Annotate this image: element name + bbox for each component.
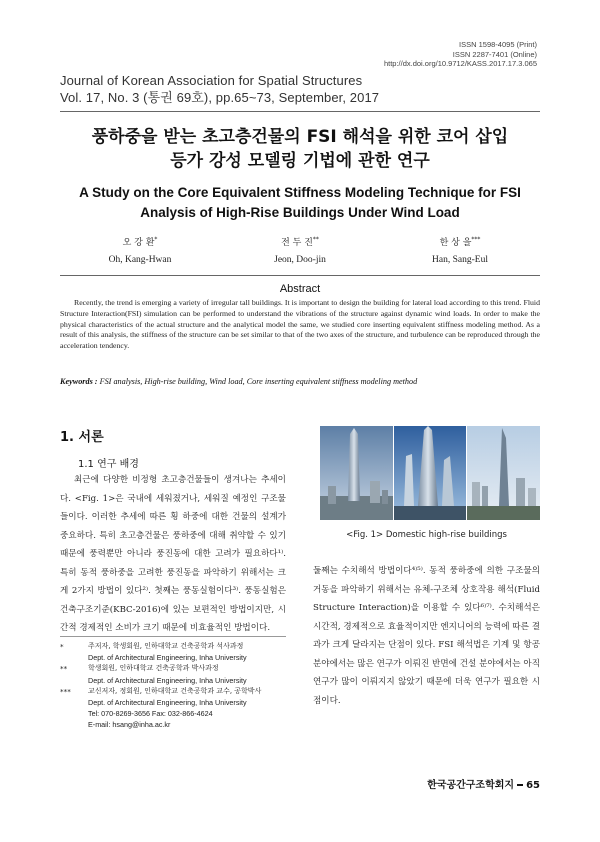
- english-title-line-1: A Study on the Core Equivalent Stiffness Modeling Technique for FSI: [79, 185, 521, 200]
- author-footnotes: [60, 641, 286, 731]
- body-paragraph-left: 최근에 다양한 비정형 초고층건물들이 생겨나는 추세이다. <Fig. 1>은 국내에 세워졌거나, 세워질 예정인 구조물들이다. 이러한 추세에 따른 횡 하중에 대한 건물의 설계가 중요하다. 특히 초고층건물은 풍하중에 대해 취약할 수 있기 때문에 풍력뿐만 아니라 풍진동에 대한 고려가 필요하다¹⁾. 특히 동적 풍하중을 고려한 풍진동을 파악하기 위해서는 크게 2가지 방법이 있다²⁾. 첫째는 풍동실험이다³⁾. 풍동실험은 건축구조기준(KBC-2016)에 있는 보편적인 방법이지만, 시간적 경제적인 소비가 크기 때문에 비효율적인 방법이다.: [60, 475, 286, 633]
- body-paragraph-right: 둘째는 수치해석 방법이다⁴⁾⁵⁾. 동적 풍하중에 의한 구조물의 거동을 파악하기 위해서는 유체-구조체 상호작용 해석(Fluid Structure Interaction)을 이용할 수 있다⁶⁾⁷⁾. 수치해석은 시간적, 경제적으로 효율적이지만 엔지니어의 능력에 따른 결과가 크게 달라지는 단점이 있다. FSI 해석법은 기계 및 항공 분야에서는 많은 연구가 이뤄진 반면에 건설 분야에서는 아직 연구가 많이 이뤄지지 않았기 때문에 더욱 연구가 필요한 시점이다.: [313, 566, 540, 706]
- contact-tel-fax: Tel: 070-8269-3656 Fax: 032-866-4624: [88, 709, 213, 719]
- korean-title: [60, 125, 540, 173]
- footnote-divider: [60, 636, 286, 637]
- footnote-3: [60, 686, 286, 708]
- journal-info: [60, 72, 379, 106]
- keywords-label: Keywords :: [60, 377, 98, 386]
- author-2-english-name: Jeon, Doo-jin: [274, 255, 326, 265]
- figure-domestic-high-rise-buildings: [320, 426, 540, 520]
- abstract-divider: [60, 275, 540, 276]
- footer-separator: [517, 784, 523, 786]
- korean-title-line-2: 등가 강성 모델링 기법에 관한 연구: [170, 151, 430, 171]
- author-1: [65, 233, 215, 267]
- issn-online: ISSN 2287-7401 (Online): [452, 49, 537, 59]
- english-title-line-2: Analysis of High-Rise Buildings Under Wind Load: [140, 205, 460, 220]
- contact-email[interactable]: E-mail: hsang@inha.ac.kr: [88, 720, 171, 730]
- section-1-heading: 1. 서론: [60, 430, 104, 445]
- footnote-2: [60, 663, 286, 685]
- top-divider: [60, 111, 540, 112]
- abstract-text: Recently, the trend is emerging a variety of irregular tall buildings. It is important to design the building for lateral load according to this trend. Fluid Structure Interaction(FSI) simulation can be performed to understand the vibrations of the structure against dynamic wind loads. In order to make the physical characteristics of the actual structure and the analytical model the same, we studied core inserting equivalent stiffness modeling method. As a result of this analysis, the stiffness of the structure can be set similar to that of the two axes of the structure, and turbulence can be reproduced through the acceleration tendency.: [60, 298, 540, 351]
- author-1-korean-name: 오 강 환: [122, 238, 155, 248]
- issn-block: [384, 40, 537, 69]
- author-3: [385, 233, 535, 267]
- footnote-3-english: Dept. of Architectural Engineering, Inha University: [88, 698, 247, 708]
- author-3-english-name: Han, Sang-Eul: [432, 255, 488, 265]
- footnote-2-korean: 학생회원, 인하대학교 건축공학과 박사과정: [88, 664, 219, 673]
- doi-link[interactable]: http://dx.doi.org/10.9712/KASS.2017.17.3.065: [383, 59, 537, 68]
- footnote-1-korean: 주저자, 학생회원, 인하대학교 건축공학과 석사과정: [88, 642, 244, 650]
- page-number: 65: [526, 780, 540, 791]
- english-title: [60, 183, 540, 223]
- keywords-line: [60, 377, 540, 386]
- footnote-2-mark: **: [60, 664, 68, 674]
- author-2: [225, 233, 375, 267]
- author-1-english-name: Oh, Kang-Hwan: [108, 255, 172, 265]
- page-footer: [427, 776, 540, 791]
- korean-title-line-1: 풍하중을 받는 초고층건물의 FSI 해석을 위한 코어 삽입: [91, 127, 509, 147]
- abstract-heading: Abstract: [279, 283, 321, 295]
- author-list: [60, 233, 540, 267]
- footnote-2-english: Dept. of Architectural Engineering, Inha University: [88, 675, 247, 685]
- footnote-1-mark: *: [60, 642, 64, 651]
- author-2-mark: **: [312, 236, 319, 243]
- journal-name: Journal of Korean Association for Spatial Structures: [60, 73, 363, 88]
- volume-line: Vol. 17, No. 3 (통권 69호), pp.65~73, September, 2017: [60, 90, 380, 105]
- keywords-text: FSI analysis, High-rise building, Wind load, Core inserting equivalent stiffness modeling method: [99, 377, 418, 386]
- author-1-mark: *: [154, 236, 158, 243]
- author-3-mark: ***: [471, 236, 481, 243]
- footnote-3-mark: ***: [60, 686, 71, 696]
- footer-journal-name: 한국공간구조학회지: [427, 780, 515, 791]
- figure-caption: <Fig. 1> Domestic high-rise buildings: [346, 530, 507, 540]
- issn-print: ISSN 1598-4095 (Print): [459, 40, 537, 49]
- author-2-korean-name: 전 두 진: [281, 238, 313, 248]
- footnote-1: [60, 641, 286, 663]
- footnote-1-english: Dept. of Architectural Engineering, Inha University: [88, 653, 247, 663]
- footnote-3-korean: 교신저자, 정회원, 인하대학교 건축공학과 교수, 공학박사: [88, 686, 262, 695]
- subsection-1-1-heading: 1.1 연구 배경: [78, 459, 139, 470]
- author-3-korean-name: 한 상 을: [439, 238, 472, 248]
